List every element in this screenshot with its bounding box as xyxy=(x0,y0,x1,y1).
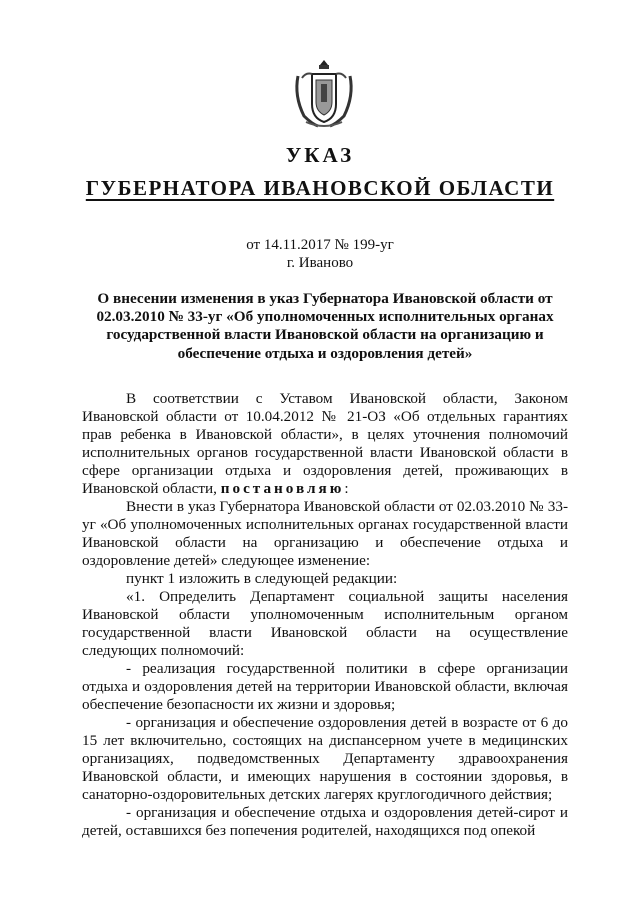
paragraph-bullet-2: - организация и обеспечение оздоровления детей в возрасте от 6 до 15 лет включительно, состоящих на диспансерном учете в медицинских организациях, подведомственных Департаменту здравоохранения Ивановской области, и имеющих нарушения в состоянии здоровья, в санаторно-оздоровительных детских лагерях круглогодичного действия; xyxy=(82,714,568,803)
city: г. Иваново xyxy=(286,255,354,271)
issuer-title: ГУБЕРНАТОРА ИВАНОВСКОЙ ОБЛАСТИ xyxy=(85,176,555,200)
document-body xyxy=(82,390,568,840)
paragraph-preamble xyxy=(82,390,568,498)
paragraph-preamble-text: В соответствии с Уставом Ивановской области, Законом Ивановской области от 10.04.2012 № 21-ОЗ «Об отдельных гарантиях прав ребенка в Ивановской области», в целях уточнения полномочий исполнительных органов государственной власти Ивановской области в сфере организации отдыха и оздоровления детей, проживающих в Ивановской области, xyxy=(82,390,568,497)
paragraph-clause: пункт 1 изложить в следующей редакции: xyxy=(126,570,398,587)
paragraph-bullet-1: - реализация государственной политики в сфере организации отдыха и оздоровления детей на территории Ивановской области, включая обеспечение безопасности их жизни и здоровья; xyxy=(82,660,568,713)
document-heading: О внесении изменения в указ Губернатора Ивановской области от 02.03.2010 № 33-уг «Об уполномоченных исполнительных органах государственной власти Ивановской области на организацию и обеспечение отдыха и оздоровления детей» xyxy=(96,290,554,362)
paragraph-bullet-3: - организация и обеспечение отдыха и оздоровления детей-сирот и детей, оставшихся без попечения родителей, находящихся под опекой xyxy=(82,804,568,839)
paragraph-amend: Внести в указ Губернатора Ивановской области от 02.03.2010 № 33-уг «Об уполномоченных исполнительных органах государственной власти Ивановской области на организацию и обеспечение отдыха и оздоровление детей» следующее изменение: xyxy=(82,498,568,569)
document-type-title: УКАЗ xyxy=(285,143,355,167)
coat-of-arms-icon xyxy=(292,56,356,132)
keyword-postanovlyayu: постановляю xyxy=(220,480,345,497)
paragraph-preamble-end: : xyxy=(344,480,349,497)
date-number: от 14.11.2017 № 199-уг xyxy=(246,237,394,253)
paragraph-item-1: «1. Определить Департамент социальной защиты населения Ивановской области уполномоченным исполнительным органом государственной власти Ивановской области на осуществление следующих полномочий: xyxy=(82,588,568,659)
